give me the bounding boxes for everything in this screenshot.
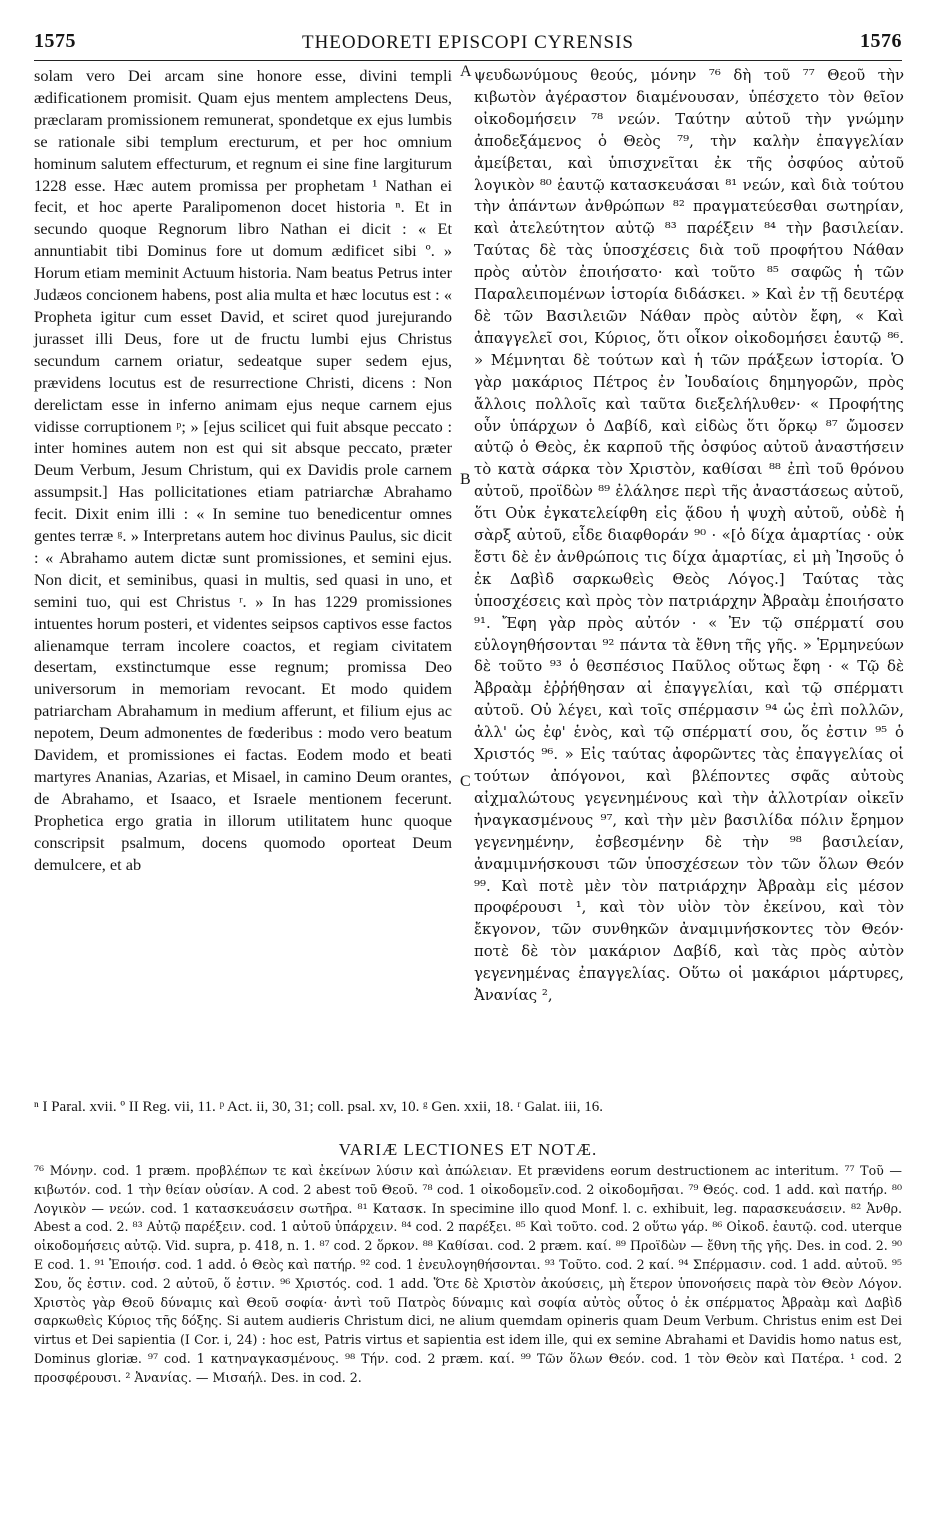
page-number-left: 1575 (34, 30, 76, 52)
latin-column (34, 65, 452, 876)
greek-column (474, 65, 904, 1007)
variae-lectiones-heading: VARIÆ LECTIONES ET NOTÆ. (338, 1140, 598, 1159)
running-title: THEODORETI EPISCOPI CYRENSIS (301, 32, 635, 53)
variae-lectiones-text: ⁷⁶ Μόνην. cod. 1 præm. προβλέπων τε καὶ ἐκείνων λύσιν καὶ ἀπώλειαν. Et prævidens eorum destructionem ac interitum. ⁷⁷ Τοῦ — κιβωτόν. cod. 1 τὴν θείαν οὐσίαν. A cod. 2 abest τοῦ Θεοῦ. ⁷⁸ cod. 1 οἰκοδομεῖν.cod. 2 οἰκοδομῆσαι. ⁷⁹ Θεός. cod. 1 add. καὶ πατήρ. ⁸⁰ Λογικὸν — νεών. cod. 1 κατασκευάσειν σωτῆρα. ⁸¹ Κατασκ. In specimine illo quod Monf. l. c. exhibuit, leg. παρασκευάσειν. ⁸² Ἀνθρ. Abest a cod. 2. ⁸³ Αὐτῷ παρέξειν. cod. 1 αὐτοῦ ὑπάρχειν. ⁸⁴ cod. 2 παρέξει. ⁸⁵ Καὶ τοῦτο. cod. 2 οὕτω γάρ. ⁸⁶ Οἰκοδ. ἑαυτῷ. cod. uterque οἰκοδομήσεις αὐτῷ. Vid. supra, p. 418, n. 1. ⁸⁷ cod. 2 ὅρκον. ⁸⁸ Καθίσαι. cod. 2 præm. καί. ⁸⁹ Προϊδὼν — ἔθνη τῆς γῆς. Des. in cod. 2. ⁹⁰ E cod. 1. ⁹¹ Ἐποιήσ. cod. 1 add. ὁ Θεὸς καὶ πατήρ. ⁹² cod. 1 ἐνευλογηθήσονται. ⁹³ Τοῦτο. cod. 2 καί. ⁹⁴ Σπέρμασιν. cod. 1 add. αὐτοῦ. ⁹⁵ Σου, ὅς ἐστιν. cod. 2 αὐτοῦ, ὅ ἐστιν. ⁹⁶ Χριστός. cod. 1 add. Ὅτε δὲ Χριστὸν ἀκούσεις, μὴ ἕτερον ὑπονοήσεις παρὰ τὸν Θεὸν Λόγον. Χριστὸς γὰρ Θεοῦ δύναμις καὶ Θεοῦ σοφία· ἀντὶ τοῦ Πατρὸς δύναμις καὶ σοφία αὐτὸς οὗτος ὁ ἐκ σπέρματος Ἀβραὰμ καὶ Δαβὶδ σαρκωθεὶς Κύριος τῆς δόξης. Si autem audieris Christum dici, ne alium quemdam opineris quam Deum Verbum. Christus enim est Dei virtus et Dei sapientia (I Cor. i, 24) : hoc est, Patris virtus et sapientia est idem ille, qui ex semine Abrahami et Davidis homo natus est, Dominus gloriæ. ⁹⁷ cod. 1 κατηναγκασμένους. ⁹⁸ Τήν. cod. 2 præm. καί. ⁹⁹ Τῶν ὅλων Θεόν. cod. 1 τὸν Θεὸν καὶ Πατέρα. ¹ cod. 2 προσφέρουσι. ² Ἀνανίας. — Μισαήλ. Des. in cod. 2. (34, 1163, 902, 1385)
section-letter-a: A (460, 63, 472, 80)
page (34, 30, 902, 1065)
variae-lectiones-notes (34, 1162, 902, 1388)
section-letter-b: B (460, 471, 471, 488)
latin-text: solam vero Dei arcam sine honore esse, divini templi ædificationem promisit. Quam ejus mentem amplectens Deus, præclaram promissionem remunerat, spondetque ex ejus lumbis se rationale sibi templum erecturum, et per hoc omnium hominum salutem effecturum, et regnum ei sine fine largiturum 1228 esse. Hæc autem promissa per prophetam ¹ Nathan ei fecit, et hoc aperte Paralipomenon docet historia ⁿ. Et in secundo quoque Regnorum libro Nathan ei dicit : « Et annuntiabit tibi Dominus fore ut domum ædificet sibi º. » Horum etiam meminit Actuum historia. Nam beatus Petrus inter Judæos concionem habens, post alia multa et hæc locutus est : « Propheta igitur cum esset David, et sciret quod jurejurando jurasset illi Deus, fore ut de fructu lumbi ejus Christus secundum carnem oriatur, sedeatque super sedem ejus, prævidens locutus est de resurrectione Christi, dicens : Non derelictam esse in inferno animam ejus neque carnem ejus vidisse corruptionem ᵖ; » [ejus scilicet qui fuit absque peccato : inter homines autem non est qui sit absque peccato, præter Deum Verbum, Jesum Christum, qui ex Davidis prole carnem assumpsit.] Has pollicitationes etiam patriarchæ Abrahamo fecit. Dixit enim illi : « In semine tuo benedicentur omnes gentes terræ ᵍ. » Interpretans autem hoc divinus Paulus, sic dicit : « Abrahamo autem dictæ sunt promissiones, et semini ejus. Non dicit, et seminibus, quasi in multis, sed quasi in uno, et semini tuo, qui est Christus ʳ. » In has 1229 promissiones intuentes horum posteri, et videntes seipsos captivos esse factos alienamque terram incolere coactos, et regiam civitatem desertam, exstinctumque esse regnum; promissa Deo universorum in memoriam revocant. Et modo quidem patriarcham Abrahamum in medium afferunt, et filium ejus ac nepotem, Deum admonentes de fœderibus : modo vero beatum Davidem, et promissiones ei factas. Eodem modo et beati martyres Ananias, Azarias, et Misael, in camino Deum orantes, de Abrahamo, et Isaaco, et Israele mentionem fecerunt. Prophetica ergo gratia in illorum utilitatem hunc quoque conscripsit psalmum, docens quomodo oporteat Deum demulcere, et ab (34, 66, 452, 874)
page-number-right: 1576 (860, 30, 902, 52)
page-header (34, 30, 902, 61)
section-letter-c: C (460, 773, 471, 790)
greek-text: ψευδωνύμους θεούς, μόνην ⁷⁶ δὴ τοῦ ⁷⁷ Θεοῦ τὴν κιβωτὸν ἀγέραστον διαμένουσαν, ὑπέσχετο τὸν θεῖον οἰκοδομήσειν ⁷⁸ νεών. Ταύτην αὐτοῦ τὴν γνώμην ἀποδεξάμενος ὁ Θεὸς ⁷⁹, τὴν καλὴν ἐπαγγελίαν ἀμείβεται, καὶ ὑπισχνεῖται ἐκ τῆς ὀσφύος αὐτοῦ λογικὸν ⁸⁰ ἑαυτῷ κατασκευάσαι ⁸¹ νεών, καὶ διὰ τούτου τὴν ἁπάντων ἀνθρώπων ⁸² πραγματεύεσθαι σωτηρίαν, καὶ ἀτελεύτητον αὐτῷ ⁸³ παρέξειν ⁸⁴ τὴν βασιλείαν. Ταύτας δὲ τὰς ὑποσχέσεις διὰ τοῦ προφήτου Νάθαν πρὸς αὐτὸν ἐποιήσατο· καὶ τοῦτο ⁸⁵ σαφῶς ἡ τῶν Παραλειπομένων ἱστορία διδάσκει. » Καὶ ἐν τῇ δευτέρᾳ δὲ τῶν Βασιλειῶν Νάθαν πρὸς αὐτὸν ἔφη, « Καὶ ἀπαγγελεῖ σοι, Κύριος, ὅτι οἶκον οἰκοδομήσει ἑαυτῷ ⁸⁶. » Μέμνηται δὲ τούτων καὶ ἡ τῶν πράξεων ἱστορία. Ὁ γὰρ μακάριος Πέτρος ἐν Ἰουδαίοις δημηγορῶν, πρὸς ἄλλοις πολλοῖς καὶ ταῦτα διεξελήλυθεν· « Προφήτης οὖν ὑπάρχων ὁ Δαβίδ, καὶ εἰδὼς ὅτι ὅρκῳ ⁸⁷ ὤμοσεν αὐτῷ ὁ Θεὸς, ἐκ καρποῦ τῆς ὀσφύος αὐτοῦ ἀναστήσειν τὸ κατὰ σάρκα τὸν Χριστὸν, καθίσαι ⁸⁸ ἐπὶ τοῦ θρόνου αὐτοῦ, προϊδὼν ⁸⁹ ἐλάλησε περὶ τῆς ἀναστάσεως αὐτοῦ, ὅτι Οὐκ ἐγκατελείφθη εἰς ᾅδου ἡ ψυχὴ αὐτοῦ, οὐδὲ ἡ σὰρξ αὐτοῦ, εἶδε διαφθοράν ⁹⁰ · «[ὁ δίχα ἁμαρτίας · οὐκ ἔστι δὲ ἐν ἀνθρώποις τις δίχα ἁμαρτίας, εἰ μὴ Ἰησοῦς ὁ ἐκ Δαβὶδ σαρκωθεὶς Θεὸς Λόγος.] Ταύτας τὰς ὑποσχέσεις καὶ πρὸς τὸν πατριάρχην Ἀβραὰμ ἐποιήσατο ⁹¹. Ἔφη γὰρ πρὸς αὐτόν · « Ἐν τῷ σπέρματί σου εὐλογηθήσονται ⁹² πάντα τὰ ἔθνη τῆς γῆς. » Ἑρμηνεύων δὲ τοῦτο ⁹³ ὁ θεσπέσιος Παῦλος οὕτως ἔφη · « Τῷ δὲ Ἀβραὰμ ἐῤῥήθησαν αἱ ἐπαγγελίαι, καὶ τῷ σπέρματι αὐτοῦ. Οὐ λέγει, καὶ τοῖς σπέρμασιν ⁹⁴ ὡς ἐπὶ πολλῶν, ἀλλ' ὡς ἐφ' ἑνὸς, καὶ τῷ σπέρματί σου, ὅς ἐστιν ⁹⁵ ὁ Χριστός ⁹⁶. » Εἰς ταύτας ἀφορῶντες τὰς ἐπαγγελίας οἱ τούτων ἀπόγονοι, καὶ βλέποντες σφᾶς αὐτοὺς αἰχμαλώτους γεγενημένους καὶ τὴν ἀλλοτρίαν οἰκεῖν ἠναγκασμένους ⁹⁷, καὶ τὴν μὲν βασιλίδα πόλιν ἔρημον γεγενημένην, ἐσβεσμένην δὲ τὴν ⁹⁸ βασιλείαν, ἀναμιμνήσκουσι τῶν ὑποσχέσεων τὸν τῶν ὅλων Θεόν ⁹⁹. Καὶ ποτὲ μὲν τὸν πατριάρχην Ἀβραὰμ εἰς μέσον προφέρουσι ¹, καὶ τὸν υἱὸν τὸν ἐκείνου, καὶ τὸν ἔκγονον, τῶν συνθηκῶν ἀναμιμνήσκοντες τὸν Θεόν· ποτὲ δὲ τὸν μακάριον Δαβίδ, καὶ τὰς πρὸς αὐτὸν γεγενημένας ἐπαγγελίας. Οὕτω οἱ μακάριοι μάρτυρες, Ἀνανίας ², (474, 66, 904, 1005)
two-column-text (34, 65, 902, 1065)
scripture-footnotes: ⁿ I Paral. xvii. º II Reg. vii, 11. ᵖ Act. ii, 30, 31; coll. psal. xv, 10. ᵍ Gen. xxii, 18. ʳ Galat. iii, 16. (34, 1099, 603, 1115)
